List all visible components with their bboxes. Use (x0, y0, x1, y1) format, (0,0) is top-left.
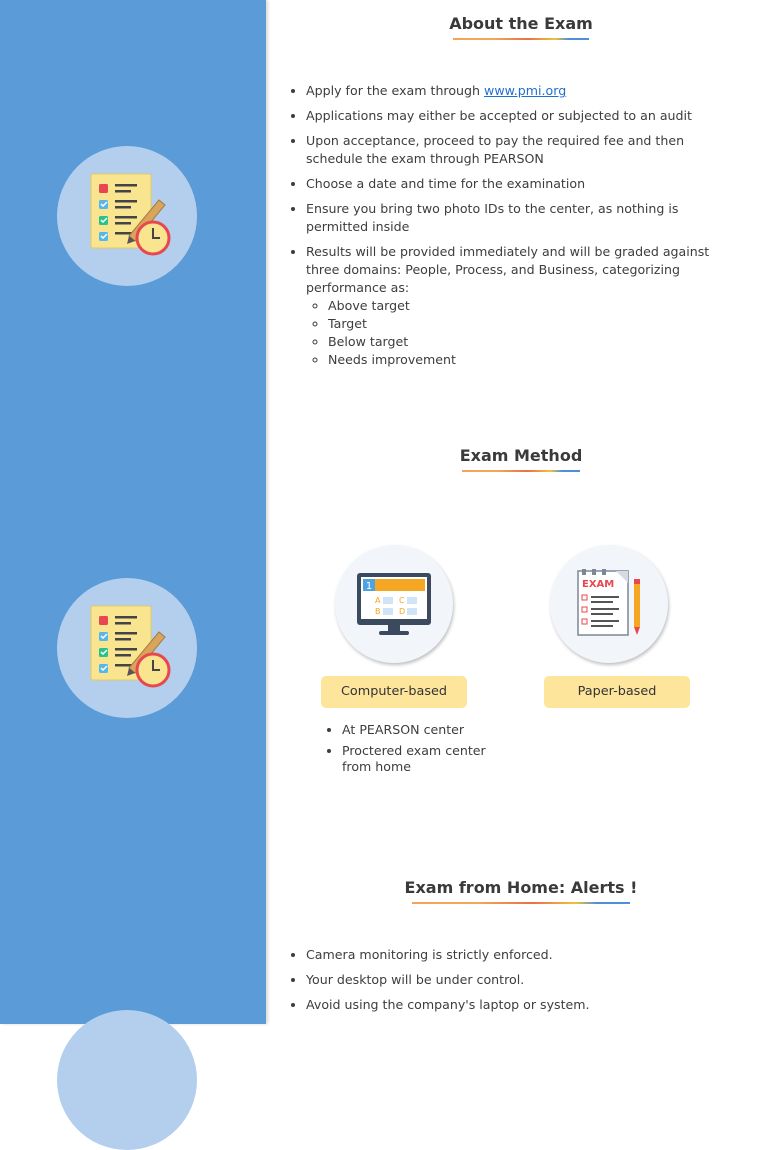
list-item-text: Results will be provided immediately and will be graded against three domains: People, Process, and Business, categorizing performance as: (306, 244, 710, 295)
list-item: • Choose a date and time for the examination (306, 175, 726, 193)
title-underline (453, 38, 589, 40)
rating-item: ◦ Target (328, 315, 726, 333)
title-underline (412, 902, 630, 904)
sidebar (0, 0, 266, 1024)
list-item: • Camera monitoring is strictly enforced. (306, 946, 726, 964)
about-section-title (266, 14, 768, 40)
main-content (266, 0, 768, 1024)
computer-exam-icon (335, 545, 453, 663)
screen-letter: B (375, 607, 381, 616)
rating-item: ◦ Above target (328, 297, 726, 315)
list-item: • Upon acceptance, proceed to pay the required fee and then schedule the exam through PEARSON (306, 132, 726, 168)
screen-letter: C (399, 596, 405, 605)
rating-list (306, 297, 726, 369)
rating-item: ◦ Needs improvement (328, 351, 726, 369)
list-item: • Ensure you bring two photo IDs to the center, as nothing is permitted inside (306, 200, 726, 236)
home-title-text: Exam from Home: Alerts ! (404, 878, 638, 897)
method-section-title (266, 446, 768, 472)
list-item: • Applications may either be accepted or subjected to an audit (306, 107, 726, 125)
list-item: • At PEARSON center (342, 722, 502, 738)
list-item: • Avoid using the company's laptop or system. (306, 996, 726, 1014)
method-title-text: Exam Method (459, 446, 583, 465)
sheet-title: EXAM (582, 579, 615, 590)
checklist-clock-icon (57, 578, 197, 718)
screen-letter: A (375, 596, 381, 605)
checklist-clock-icon (57, 1010, 197, 1150)
screen-letter: D (399, 607, 406, 616)
list-item: • Your desktop will be under control. (306, 971, 726, 989)
about-list (288, 82, 726, 376)
list-item-text: Apply for the exam through (306, 83, 485, 98)
paper-based-label: Paper-based (544, 676, 690, 708)
list-item (306, 82, 726, 100)
paper-exam-icon (550, 545, 668, 663)
computer-notes-list (326, 722, 502, 780)
screen-badge: 1 (365, 581, 373, 592)
home-alerts-list (288, 946, 726, 1021)
computer-based-label: Computer-based (321, 676, 467, 708)
pmi-link[interactable]: www.pmi.org (484, 83, 567, 98)
rating-item: ◦ Below target (328, 333, 726, 351)
list-item: • Proctered exam center from home (342, 743, 502, 775)
about-title-text: About the Exam (449, 14, 593, 33)
list-item (306, 243, 726, 369)
home-section-title (266, 878, 768, 904)
checklist-clock-icon (57, 146, 197, 286)
title-underline (462, 470, 580, 472)
